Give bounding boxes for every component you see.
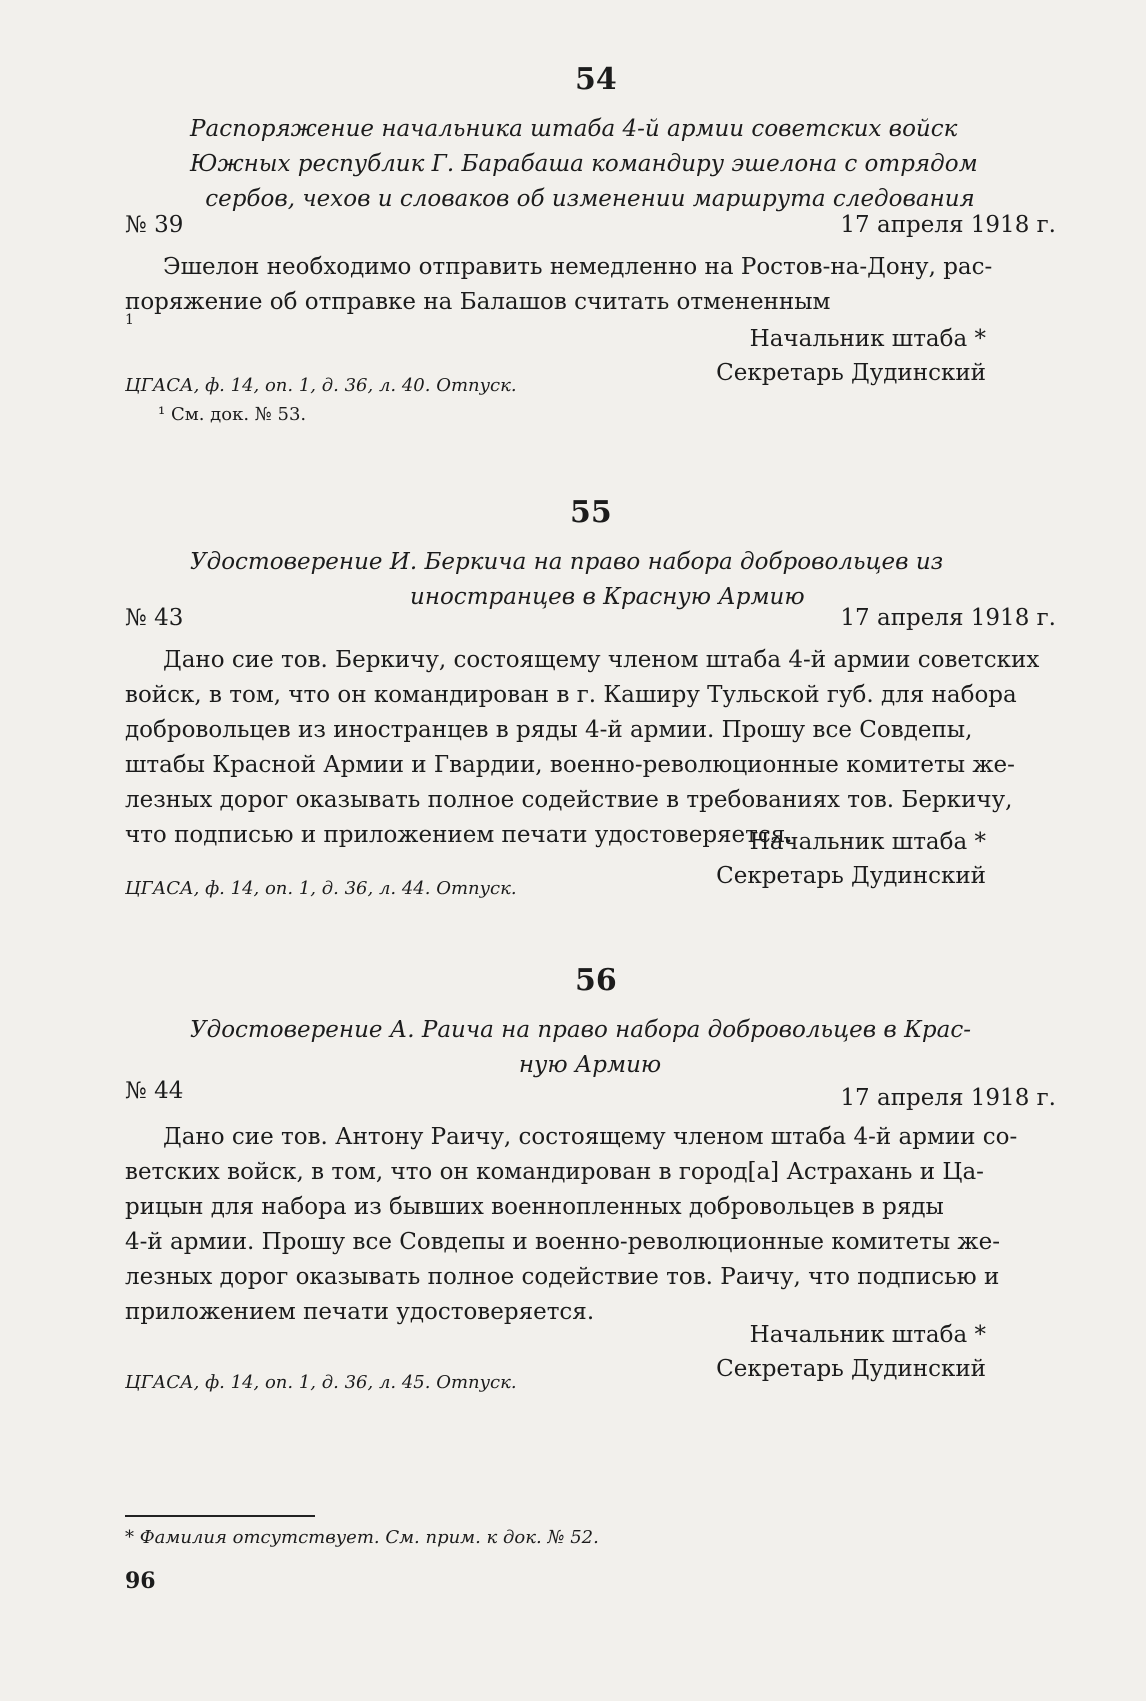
chief-of-staff-signature: Начальник штаба * [749,1322,986,1348]
doc-date-54: 17 апреля 1918 г. [840,212,1056,238]
doc-ref-55: № 43 [125,605,184,631]
body-line: рицын для набора из бывших военнопленных добровольцев в ряды [125,1194,944,1220]
body-line: Дано сие тов. Антону Раичу, состоящему членом штаба 4-й армии со- [163,1124,1018,1150]
body-line: лезных дорог оказывать полное содействие в требованиях тов. Беркичу, [125,787,1013,813]
title-line: Распоряжение начальника штаба 4-й армии советских войск [190,116,958,142]
secretary-signature: Секретарь Дудинский [716,1356,986,1382]
body-line: ветских войск, в том, что он командирован в город[а] Астрахань и Ца- [125,1159,984,1185]
chief-of-staff-signature: Начальник штаба * [749,326,986,352]
doc-ref-54: № 39 [125,212,184,238]
body-line: войск, в том, что он командирован в г. Каширу Тульской губ. для набора [125,682,1017,708]
archive-ref-55: ЦГАСА, ф. 14, оп. 1, д. 36, л. 44. Отпуск. [125,878,517,899]
title-line: иностранцев в Красную Армию [410,584,805,610]
title-line: сербов, чехов и словаков об изменении маршрута следования [205,186,975,212]
body-line: Дано сие тов. Беркичу, состоящему членом штаба 4-й армии советских [163,647,1040,673]
title-line: Южных республик Г. Барабаша командиру эшелона с отрядом [190,151,978,177]
body-line: Эшелон необходимо отправить немедленно на Ростов-на-Дону, рас- [163,254,993,280]
doc-body-56 [125,1120,1055,1330]
secretary-signature: Секретарь Дудинский [716,863,986,889]
archive-ref-56: ЦГАСА, ф. 14, оп. 1, д. 36, л. 45. Отпуск. [125,1372,517,1393]
signature-block-54 [716,322,986,390]
doc-title-56 [190,1013,990,1083]
doc-body-54 [125,250,1055,328]
title-line: Удостоверение И. Беркича на право набора добровольцев из [190,549,944,575]
doc-date-56: 17 апреля 1918 г. [840,1085,1056,1111]
body-line: приложением печати удостоверяется. [125,1299,595,1325]
doc-body-55 [125,643,1055,853]
doc-number-55: 55 [570,495,612,530]
body-line: что подписью и приложением печати удостоверяется. [125,822,793,848]
footnote-divider [125,1515,315,1517]
note-54: ¹ См. док. № 53. [158,404,307,425]
secretary-signature: Секретарь Дудинский [716,360,986,386]
doc-number-54: 54 [575,62,617,97]
doc-ref-56: № 44 [125,1078,184,1104]
page-number: 96 [125,1568,156,1594]
doc-title-54 [190,112,990,217]
title-line: ную Армию [518,1052,662,1078]
body-line: добровольцев из иностранцев в ряды 4-й армии. Прошу все Совдепы, [125,717,973,743]
signature-block-56 [716,1318,986,1386]
archive-ref-54: ЦГАСА, ф. 14, оп. 1, д. 36, л. 40. Отпуск. [125,375,517,396]
chief-of-staff-signature: Начальник штаба * [749,829,986,855]
body-line: лезных дорог оказывать полное содействие тов. Раичу, что подписью и [125,1264,1000,1290]
title-line: Удостоверение А. Раича на право набора добровольцев в Крас- [190,1017,972,1043]
signature-block-55 [716,825,986,893]
doc-number-56: 56 [575,963,617,998]
body-line: 4-й армии. Прошу все Совдепы и военно-революционные комитеты же- [125,1229,1000,1255]
doc-date-55: 17 апреля 1918 г. [840,605,1056,631]
body-line: поряжение об отправке на Балашов считать отмененным 1 [125,289,831,328]
body-line: штабы Красной Армии и Гвардии, военно-революционные комитеты же- [125,752,1015,778]
page-footnote: * Фамилия отсутствует. См. прим. к док. № 52. [125,1527,599,1548]
